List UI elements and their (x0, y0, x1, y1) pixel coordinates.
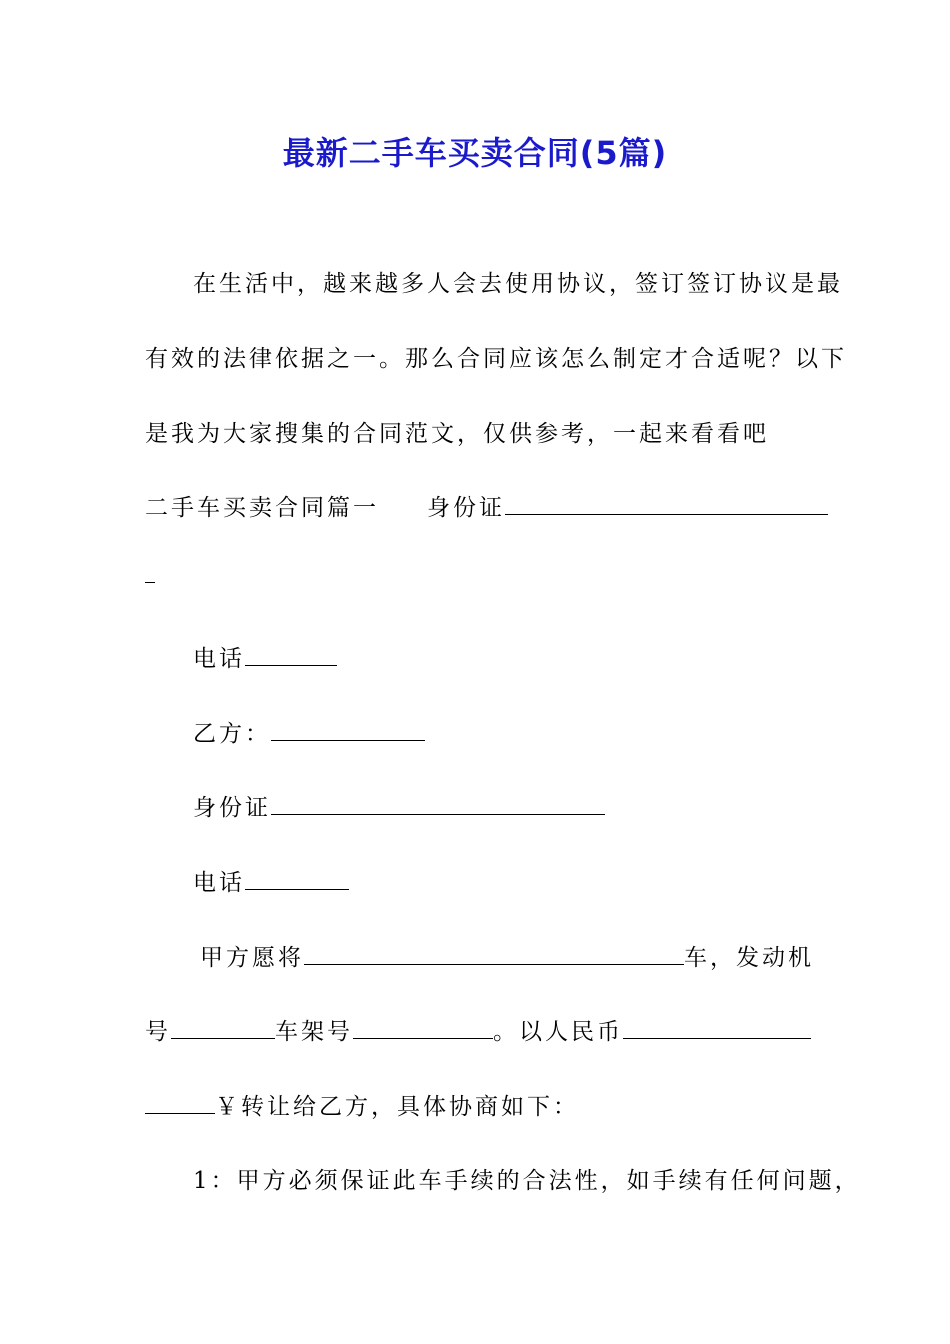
number-text: 号 (145, 1019, 171, 1045)
intro-line-1: 在生活中，越来越多人会去使用协议，签订签订协议是最 (193, 271, 843, 297)
rmb-text: 。以人民币 (493, 1019, 623, 1045)
id-label-b: 身份证 (193, 795, 271, 821)
phone-line-b (193, 867, 810, 899)
id-label-a: 身份证 (427, 495, 505, 521)
phone-blank-b (245, 869, 349, 890)
vehicle-line-1 (200, 942, 814, 974)
engine-number-blank (171, 1018, 275, 1039)
party-b-label: 乙方： (193, 721, 271, 747)
phone-label-a: 电话 (193, 646, 245, 672)
vehicle-line-2 (145, 1016, 810, 1048)
vehicle-blank (304, 944, 684, 965)
vehicle-line-3 (145, 1091, 810, 1123)
id-blank-b (271, 794, 605, 815)
party-b-blank (271, 720, 425, 741)
id-line-b (193, 792, 810, 824)
phone-blank-a (245, 645, 337, 666)
car-engine-text: 车，发动机 (684, 945, 814, 971)
id-blank-a (505, 494, 828, 515)
section-heading: 二手车买卖合同篇一 (145, 495, 379, 521)
phone-label-b: 电话 (193, 870, 245, 896)
clause-1: 1：甲方必须保证此车手续的合法性，如手续有任何问题， (193, 1168, 861, 1194)
phone-line-a (193, 643, 810, 675)
frame-number-blank (353, 1018, 493, 1039)
price-blank (623, 1018, 811, 1039)
document-title: 最新二手车买卖合同(5篇) (282, 134, 668, 172)
party-b-line (193, 718, 810, 750)
section-1-heading-line (145, 492, 810, 524)
intro-line-3: 是我为大家搜集的合同范文，仅供参考，一起来看看吧 (145, 421, 769, 447)
transfer-text: ￥转让给乙方，具体协商如下： (215, 1094, 579, 1120)
intro-line-2: 有效的法律依据之一。那么合同应该怎么制定才合适呢？以下 (145, 346, 847, 372)
id-blank-continuation (145, 560, 810, 592)
seller-willing-text: 甲方愿将 (200, 945, 304, 971)
frame-number-text: 车架号 (275, 1019, 353, 1045)
price-blank-continuation (145, 1093, 215, 1114)
